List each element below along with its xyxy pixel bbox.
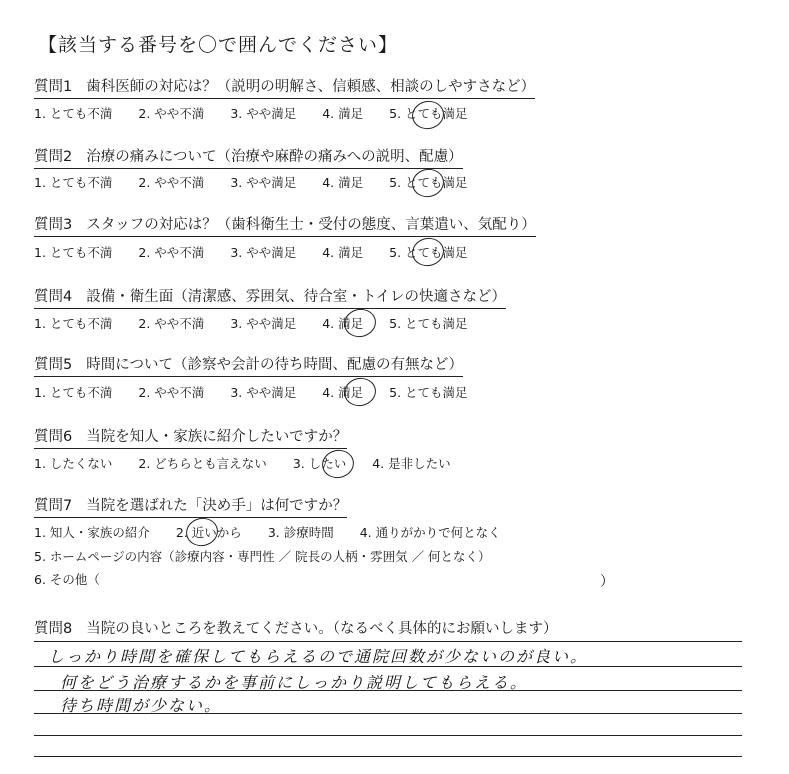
option-4[interactable]: 4. 満足 — [322, 245, 364, 260]
question-8-heading — [34, 620, 557, 640]
option-3[interactable]: 3. やや満足 — [230, 385, 297, 400]
option-2[interactable]: 2. やや不満 — [138, 316, 205, 331]
option-5[interactable]: 5. とても満足 — [389, 175, 468, 190]
selection-circle — [409, 98, 446, 132]
option-6[interactable]: 6. その他（ — [34, 572, 100, 587]
answer-line — [34, 756, 742, 757]
option-3[interactable]: 3. やや満足 — [230, 106, 297, 121]
handwritten-answer-line: しっかり時間を確保してもらえるので通院回数が少ないのが良い。 — [48, 647, 589, 666]
option-1[interactable]: 1. とても不満 — [34, 385, 113, 400]
question-label: 質問4 — [34, 289, 73, 305]
option-5[interactable]: 5. とても満足 — [389, 385, 468, 400]
question-7-heading — [34, 497, 347, 518]
option-4[interactable]: 4. 満足 — [322, 175, 364, 190]
question-2-heading — [34, 148, 463, 169]
option-1[interactable]: 1. とても不満 — [34, 316, 113, 331]
option-4[interactable]: 4. 満足 — [322, 316, 364, 331]
question-3-heading — [34, 216, 536, 237]
question-text: 歯科医師の対応は？（説明の明解さ、信頼感、相談のしやすさなど） — [86, 79, 536, 95]
question-label: 質問1 — [34, 79, 73, 95]
question-6-heading — [34, 428, 347, 449]
option-3[interactable]: 3. やや満足 — [230, 245, 297, 260]
option-4[interactable]: 4. 是非したい — [372, 456, 451, 471]
option-2[interactable]: 2. やや不満 — [138, 245, 205, 260]
option-1[interactable]: 1. とても不満 — [34, 106, 113, 121]
question-label: 質問5 — [34, 357, 73, 373]
question-7-options-row1 — [34, 525, 527, 541]
option-3[interactable]: 3. やや満足 — [230, 316, 297, 331]
option-5[interactable]: 5. ホームページの内容（診療内容・専門性 ／ 院長の人柄・雰囲気 ／ 何となく） — [34, 549, 491, 564]
selection-circle — [409, 235, 446, 269]
option-6-close: ） — [600, 574, 614, 590]
option-3[interactable]: 3. 診療時間 — [267, 525, 334, 540]
option-5[interactable]: 5. とても満足 — [389, 245, 468, 260]
question-4-heading — [34, 288, 506, 309]
selection-circle — [341, 306, 378, 340]
selection-circle — [341, 375, 378, 409]
option-3[interactable]: 3. したい — [292, 456, 347, 471]
option-4[interactable]: 4. 満足 — [322, 106, 364, 121]
question-text: 時間について（診察や会計の待ち時間、配慮の有無など） — [86, 357, 463, 373]
question-text: 当院の良いところを教えてください。（なるべく具体的にお願いします） — [86, 621, 558, 637]
question-text: 当院を選ばれた「決め手」は何ですか？ — [86, 498, 348, 514]
option-2[interactable]: 2. やや不満 — [138, 175, 205, 190]
question-label: 質問2 — [34, 149, 73, 165]
question-5-options — [34, 385, 494, 401]
option-4[interactable]: 4. 満足 — [322, 385, 364, 400]
option-4[interactable]: 4. 通りがかりで何となく — [359, 525, 501, 540]
handwritten-answer-line: 何をどう治療するかを事前にしっかり説明してもらえる。 — [60, 673, 529, 692]
page-title: 【該当する番号を〇で囲んでください】 — [38, 34, 399, 56]
option-2[interactable]: 2. どちらとも言えない — [138, 456, 267, 471]
question-text: 設備・衛生面（清潔感、雰囲気、待合室・トイレの快適さなど） — [86, 289, 507, 305]
question-4-options — [34, 316, 494, 332]
option-2[interactable]: 2. やや不満 — [138, 106, 205, 121]
question-label: 質問8 — [34, 621, 73, 637]
option-5[interactable]: 5. とても満足 — [389, 106, 468, 121]
option-2[interactable]: 2. 近いから — [175, 525, 242, 540]
question-text: スタッフの対応は？（歯科衛生士・受付の態度、言葉遣い、気配り） — [86, 217, 536, 233]
option-3[interactable]: 3. やや満足 — [230, 175, 297, 190]
question-6-options — [34, 456, 477, 472]
question-text: 当院を知人・家族に紹介したいですか？ — [86, 429, 348, 445]
selection-circle — [319, 447, 356, 481]
question-label: 質問6 — [34, 429, 73, 445]
answer-line — [34, 735, 742, 736]
selection-circle — [409, 166, 446, 200]
option-1[interactable]: 1. したくない — [34, 456, 113, 471]
option-1[interactable]: 1. 知人・家族の紹介 — [34, 525, 150, 540]
selection-circle — [183, 515, 220, 549]
option-1[interactable]: 1. とても不満 — [34, 245, 113, 260]
question-label: 質問7 — [34, 498, 73, 514]
question-1-heading — [34, 78, 535, 99]
option-2[interactable]: 2. やや不満 — [138, 385, 205, 400]
question-5-heading — [34, 356, 463, 377]
option-1[interactable]: 1. とても不満 — [34, 175, 113, 190]
question-label: 質問3 — [34, 217, 73, 233]
option-5[interactable]: 5. とても満足 — [389, 316, 468, 331]
answer-line — [34, 641, 742, 642]
question-text: 治療の痛みについて（治療や麻酔の痛みへの説明、配慮） — [86, 149, 463, 165]
handwritten-answer-line: 待ち時間が少ない。 — [60, 696, 223, 715]
